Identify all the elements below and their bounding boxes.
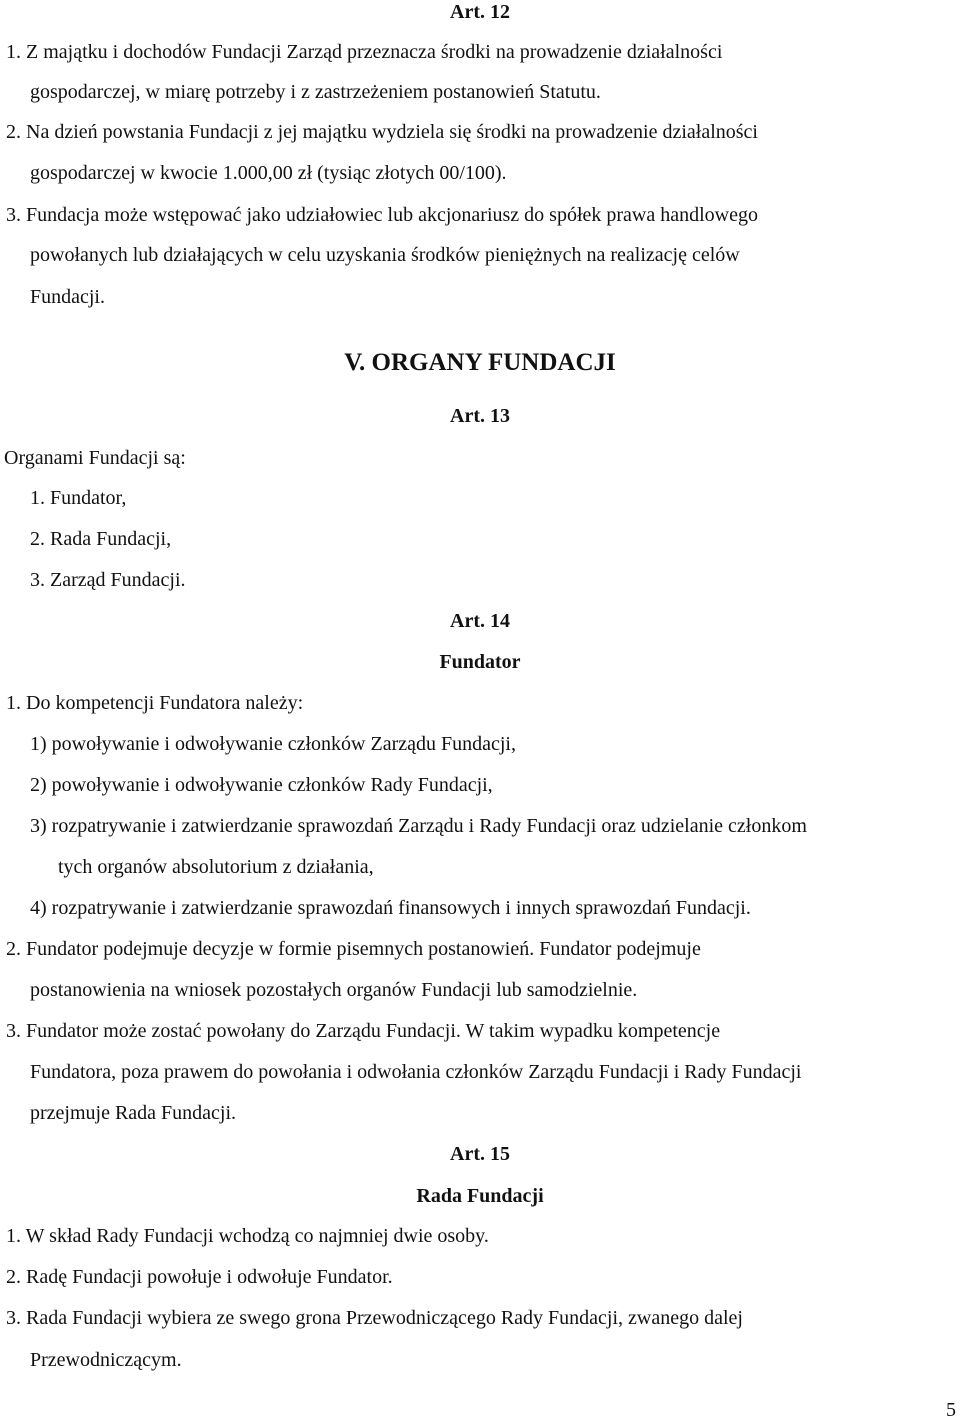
art14-p2-line1: 2. Fundator podejmuje decyzje w formie pisemnych postanowień. Fundator podejmuje [6, 938, 701, 960]
art12-p3-line2: powołanych lub działających w celu uzyskania środków pieniężnych na realizację celów [30, 244, 740, 266]
art12-p3-line3: Fundacji. [30, 286, 105, 308]
art15-p1: 1. W skład Rady Fundacji wchodzą co najmniej dwie osoby. [6, 1225, 489, 1247]
art15-heading: Art. 15 [450, 1143, 510, 1165]
art15-p3-line1: 3. Rada Fundacji wybiera ze swego grona Przewodniczącego Rady Fundacji, zwanego dalej [6, 1307, 743, 1329]
art12-heading: Art. 12 [450, 1, 510, 23]
list-item: 1) powoływanie i odwoływanie członków Zarządu Fundacji, [30, 733, 516, 755]
art14-p2-line2: postanowienia na wniosek pozostałych organów Fundacji lub samodzielnie. [30, 979, 638, 1001]
section-title: V. ORGANY FUNDACJI [344, 349, 616, 376]
art13-heading: Art. 13 [450, 405, 510, 427]
list-item: 2. Rada Fundacji, [30, 528, 172, 550]
art14-p1-intro: 1. Do kompetencji Fundatora należy: [6, 692, 304, 714]
list-item: 4) rozpatrywanie i zatwierdzanie sprawozdań finansowych i innych sprawozdań Fundacji. [30, 897, 751, 919]
page-number: 5 [946, 1399, 956, 1421]
art14-p3-line2: Fundatora, poza prawem do powołania i odwołania członków Zarządu Fundacji i Rady Fundacji [30, 1061, 802, 1083]
art12-p2-line1: 2. Na dzień powstania Fundacji z jej majątku wydziela się środki na prowadzenie działalności [6, 121, 758, 143]
list-item-continuation: tych organów absolutorium z działania, [58, 856, 374, 878]
list-item: 3) rozpatrywanie i zatwierdzanie sprawozdań Zarządu i Rady Fundacji oraz udzielanie członkom [30, 815, 807, 837]
list-item: 1. Fundator, [30, 487, 127, 509]
art13-intro: Organami Fundacji są: [4, 447, 186, 469]
list-item: 3. Zarząd Fundacji. [30, 569, 186, 591]
art15-subheading: Rada Fundacji [416, 1185, 544, 1207]
art15-p3-line2: Przewodniczącym. [30, 1349, 182, 1371]
art12-p3-line1: 3. Fundacja może wstępować jako udziałowiec lub akcjonariusz do spółek prawa handlowego [6, 204, 758, 226]
list-item: 2) powoływanie i odwoływanie członków Rady Fundacji, [30, 774, 493, 796]
art14-p3-line1: 3. Fundator może zostać powołany do Zarządu Fundacji. W takim wypadku kompetencje [6, 1020, 721, 1042]
art15-p2: 2. Radę Fundacji powołuje i odwołuje Fundator. [6, 1266, 393, 1288]
art14-p3-line3: przejmuje Rada Fundacji. [30, 1102, 237, 1124]
art12-p1-line2: gospodarczej, w miarę potrzeby i z zastrzeżeniem postanowień Statutu. [30, 81, 601, 103]
art12-p1-line1: 1. Z majątku i dochodów Fundacji Zarząd przeznacza środki na prowadzenie działalności [6, 41, 723, 63]
art14-heading: Art. 14 [450, 610, 510, 632]
art14-subheading: Fundator [439, 651, 521, 673]
art12-p2-line2: gospodarczej w kwocie 1.000,00 zł (tysiąc złotych 00/100). [30, 162, 507, 184]
